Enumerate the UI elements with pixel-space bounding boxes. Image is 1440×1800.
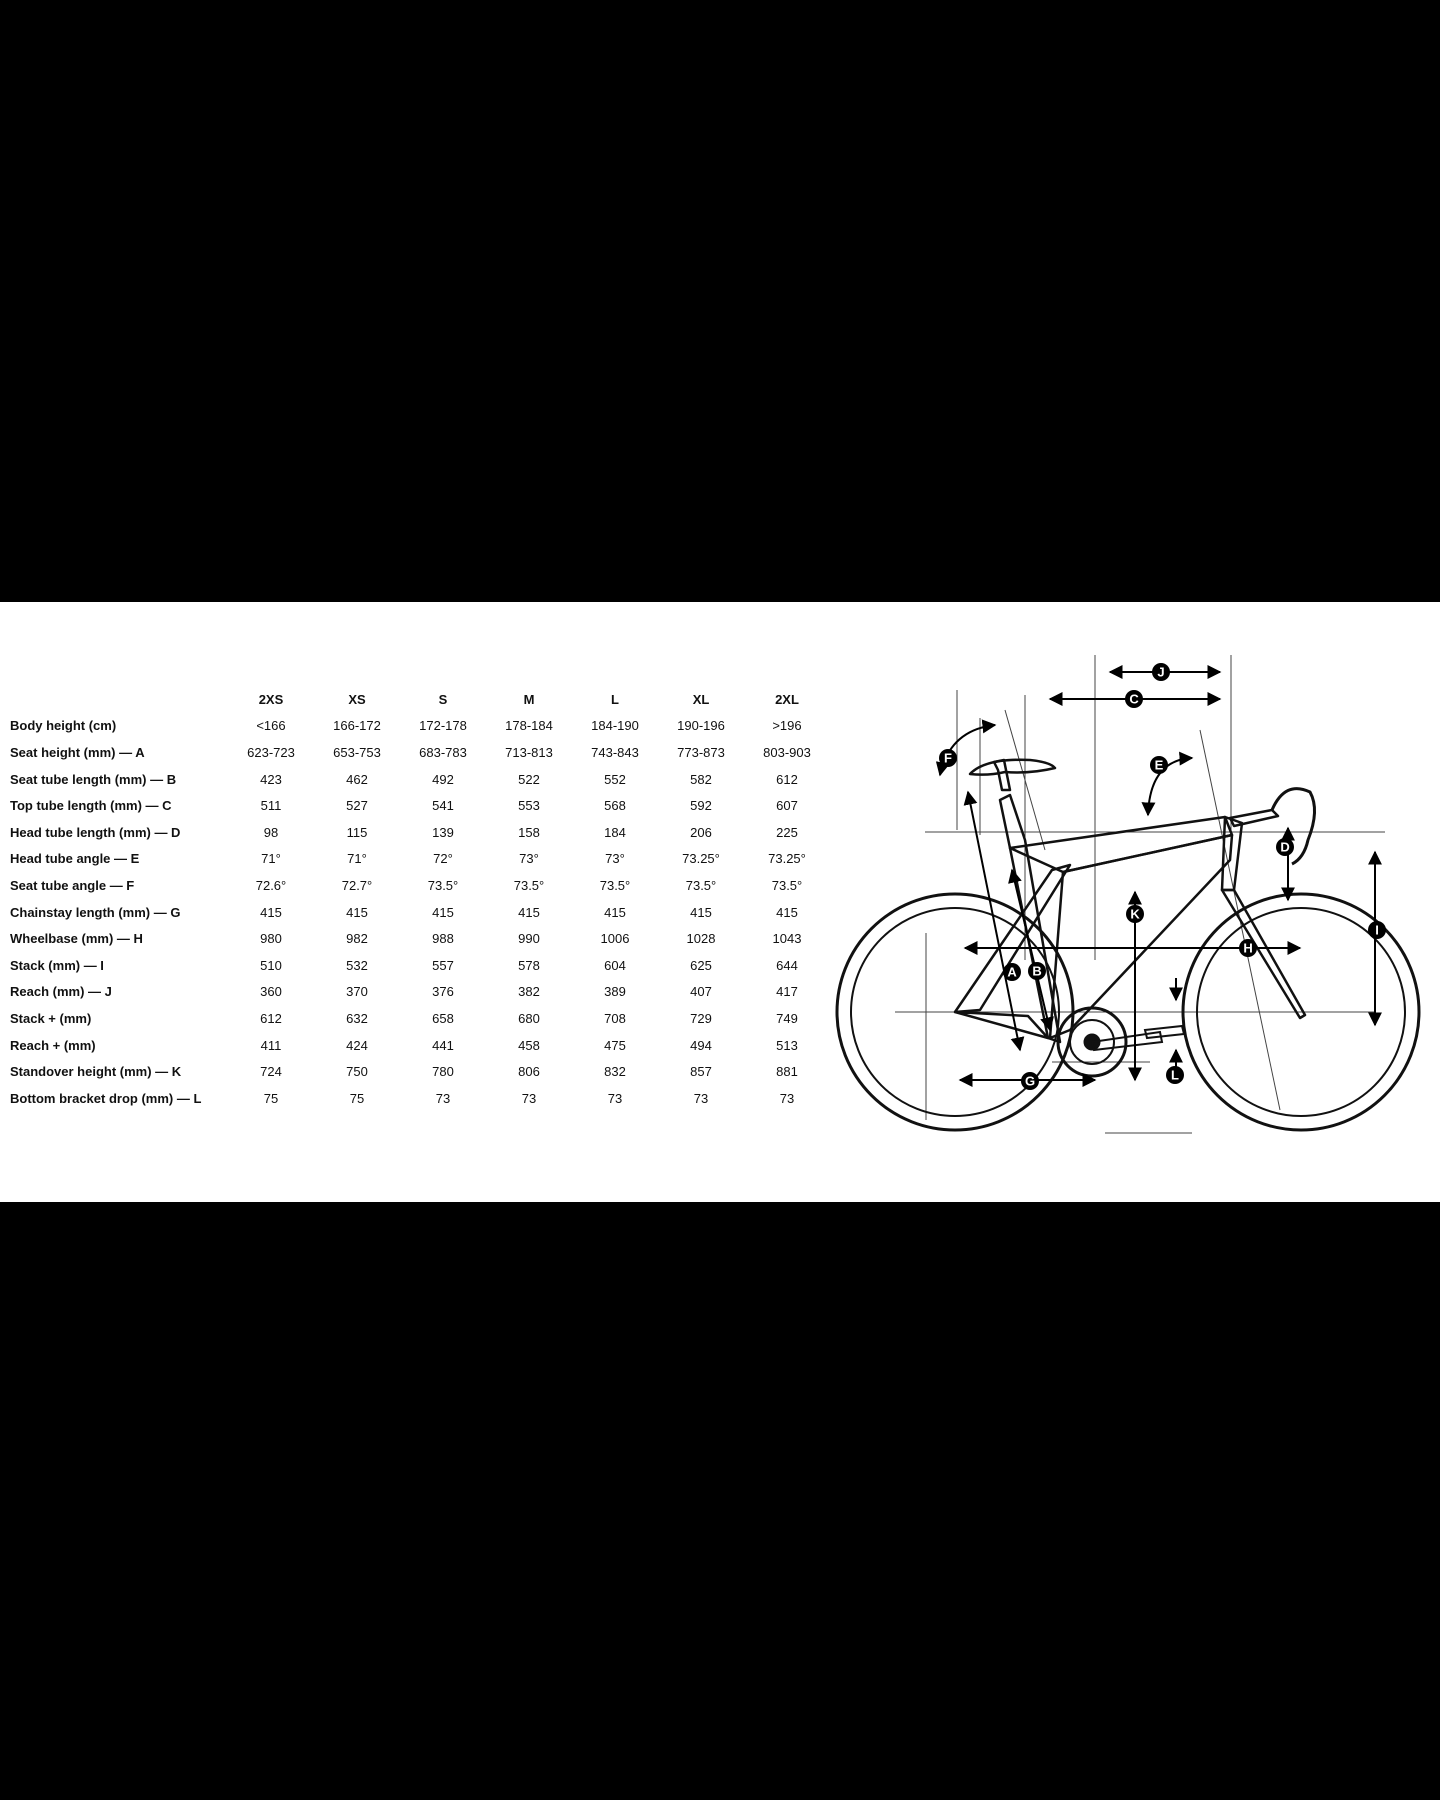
svg-text:D: D <box>1280 839 1290 855</box>
table-cell: 532 <box>346 957 368 973</box>
table-cell: 382 <box>518 984 540 1000</box>
svg-text:E: E <box>1154 757 1164 773</box>
marker-j <box>1152 663 1170 681</box>
table-cell: 773-873 <box>677 744 725 760</box>
table-cell: 72° <box>433 851 453 867</box>
table-cell: 458 <box>518 1037 540 1053</box>
table-cell: 415 <box>432 904 454 920</box>
table-cell: 360 <box>260 984 282 1000</box>
table-cell: 527 <box>346 798 368 814</box>
marker-i <box>1368 921 1386 939</box>
table-cell: 982 <box>346 931 368 947</box>
table-cell: 553 <box>518 798 540 814</box>
table-cell: 415 <box>690 904 712 920</box>
table-cell: 492 <box>432 771 454 787</box>
table-cell: 724 <box>260 1064 282 1080</box>
table-cell: 780 <box>432 1064 454 1080</box>
table-row <box>6 846 830 873</box>
table-cell: 73.25° <box>682 851 720 867</box>
table-cell: 980 <box>260 931 282 947</box>
row-label: Head tube angle — E <box>10 851 140 867</box>
table-cell: 389 <box>604 984 626 1000</box>
marker-c <box>1125 690 1143 708</box>
table-cell: 644 <box>776 957 798 973</box>
svg-text:A: A <box>1007 964 1017 980</box>
marker-a <box>1003 963 1021 981</box>
saddle <box>970 760 1055 775</box>
table-cell: 832 <box>604 1064 626 1080</box>
table-cell: 510 <box>260 957 282 973</box>
table-cell: 623-723 <box>247 744 295 760</box>
size-header: 2XL <box>775 691 799 707</box>
size-header: L <box>611 691 619 707</box>
table-cell: 743-843 <box>591 744 639 760</box>
marker-h <box>1239 939 1257 957</box>
table-cell: 541 <box>432 798 454 814</box>
table-cell: 441 <box>432 1037 454 1053</box>
size-header: XL <box>692 691 710 707</box>
table-cell: 71° <box>261 851 281 867</box>
table-row <box>6 713 830 740</box>
table-cell: 370 <box>346 984 368 1000</box>
marker-k <box>1126 905 1144 923</box>
svg-text:K: K <box>1130 906 1140 922</box>
table-cell: 1028 <box>686 931 716 947</box>
table-row <box>6 952 830 979</box>
table-cell: 172-178 <box>419 718 467 734</box>
table-cell: 708 <box>604 1010 626 1026</box>
table-cell: 72.6° <box>255 877 287 893</box>
table-cell: 376 <box>432 984 454 1000</box>
row-label: Wheelbase (mm) — H <box>10 931 143 947</box>
row-label: Reach + (mm) <box>10 1037 96 1053</box>
table-cell: 1006 <box>600 931 630 947</box>
table-row <box>6 792 830 819</box>
table-cell: 139 <box>432 824 454 840</box>
table-cell: 73.5° <box>685 877 717 893</box>
stem <box>1230 810 1278 826</box>
table-cell: 494 <box>690 1037 712 1053</box>
table-cell: 592 <box>690 798 712 814</box>
chainstay <box>955 1012 1048 1038</box>
table-cell: 511 <box>260 798 282 814</box>
svg-text:I: I <box>1375 922 1379 938</box>
size-header: 2XS <box>258 691 284 707</box>
table-row <box>6 925 830 952</box>
table-cell: <166 <box>256 718 286 734</box>
table-cell: 803-903 <box>763 744 811 760</box>
size-header: XS <box>348 691 366 707</box>
table-cell: 806 <box>518 1064 540 1080</box>
svg-text:L: L <box>1171 1067 1179 1083</box>
marker-d <box>1276 838 1294 856</box>
row-label: Bottom bracket drop (mm) — L <box>10 1090 202 1106</box>
table-cell: 75 <box>349 1090 365 1106</box>
table-cell: 557 <box>432 957 454 973</box>
table-cell: 552 <box>604 771 626 787</box>
table-cell: 158 <box>518 824 540 840</box>
table-cell: 190-196 <box>677 718 725 734</box>
table-cell: 73.5° <box>599 877 631 893</box>
table-cell: 73.5° <box>513 877 545 893</box>
table-cell: 990 <box>518 931 540 947</box>
table-cell: 1043 <box>772 931 802 947</box>
size-header-row <box>6 686 830 713</box>
table-cell: 713-813 <box>505 744 553 760</box>
table-cell: 568 <box>604 798 626 814</box>
table-cell: 184 <box>604 824 626 840</box>
table-row <box>6 739 830 766</box>
table-cell: 415 <box>346 904 368 920</box>
table-cell: 680 <box>518 1010 540 1026</box>
table-cell: 73 <box>435 1090 451 1106</box>
table-cell: 729 <box>690 1010 712 1026</box>
marker-g <box>1021 1072 1039 1090</box>
table-cell: 522 <box>518 771 540 787</box>
table-cell: 683-783 <box>419 744 467 760</box>
header-spacer <box>6 686 228 713</box>
table-cell: >196 <box>772 718 802 734</box>
table-cell: 612 <box>260 1010 282 1026</box>
table-cell: 73 <box>607 1090 623 1106</box>
table-cell: 73.25° <box>768 851 806 867</box>
table-cell: 625 <box>690 957 712 973</box>
table-cell: 73 <box>779 1090 795 1106</box>
bike-geometry-diagram <box>830 650 1432 1145</box>
table-cell: 166-172 <box>333 718 381 734</box>
row-label: Head tube length (mm) — D <box>10 824 181 840</box>
table-cell: 184-190 <box>591 718 639 734</box>
table-cell: 73 <box>693 1090 709 1106</box>
row-label: Chainstay length (mm) — G <box>10 904 181 920</box>
geometry-table-body <box>6 713 830 1112</box>
table-cell: 178-184 <box>505 718 553 734</box>
table-cell: 653-753 <box>333 744 381 760</box>
table-row <box>6 872 830 899</box>
geometry-table <box>6 686 830 1112</box>
row-label: Seat height (mm) — A <box>10 744 145 760</box>
table-cell: 115 <box>346 824 368 840</box>
table-cell: 582 <box>690 771 712 787</box>
table-cell: 857 <box>690 1064 712 1080</box>
row-label: Body height (cm) <box>10 718 117 734</box>
marker-f <box>939 749 957 767</box>
table-cell: 612 <box>776 771 798 787</box>
table-cell: 632 <box>346 1010 368 1026</box>
table-row <box>6 1085 830 1112</box>
table-cell: 71° <box>347 851 367 867</box>
table-cell: 415 <box>604 904 626 920</box>
svg-text:B: B <box>1032 963 1042 979</box>
table-row <box>6 979 830 1006</box>
size-header: M <box>523 691 535 707</box>
table-cell: 415 <box>776 904 798 920</box>
table-cell: 988 <box>432 931 454 947</box>
table-cell: 73° <box>519 851 539 867</box>
pedal <box>1145 1026 1184 1038</box>
svg-text:C: C <box>1129 691 1139 707</box>
down-tube <box>1050 835 1232 1038</box>
table-cell: 415 <box>260 904 282 920</box>
table-cell: 607 <box>776 798 798 814</box>
table-cell: 98 <box>263 824 279 840</box>
dimension-arrows <box>940 672 1375 1082</box>
row-label: Seat tube length (mm) — B <box>10 771 177 787</box>
table-cell: 881 <box>776 1064 798 1080</box>
table-cell: 462 <box>346 771 368 787</box>
marker-l <box>1166 1066 1184 1084</box>
table-cell: 225 <box>776 824 798 840</box>
table-row <box>6 1005 830 1032</box>
table-cell: 415 <box>518 904 540 920</box>
svg-text:H: H <box>1243 940 1253 956</box>
table-cell: 749 <box>776 1010 798 1026</box>
svg-text:G: G <box>1024 1073 1036 1089</box>
table-row <box>6 1032 830 1059</box>
table-cell: 578 <box>518 957 540 973</box>
table-cell: 513 <box>776 1037 798 1053</box>
table-cell: 417 <box>776 984 798 1000</box>
size-header: S <box>438 691 448 707</box>
table-cell: 73.5° <box>771 877 803 893</box>
crankset <box>1058 1008 1184 1076</box>
table-row <box>6 899 830 926</box>
table-cell: 475 <box>604 1037 626 1053</box>
row-label: Seat tube angle — F <box>10 877 135 893</box>
table-cell: 73.5° <box>427 877 459 893</box>
table-cell: 73 <box>521 1090 537 1106</box>
table-cell: 206 <box>690 824 712 840</box>
row-label: Standover height (mm) — K <box>10 1064 182 1080</box>
svg-text:F: F <box>944 750 952 766</box>
table-cell: 750 <box>346 1064 368 1080</box>
table-cell: 72.7° <box>341 877 373 893</box>
table-cell: 424 <box>346 1037 368 1053</box>
table-cell: 407 <box>690 984 712 1000</box>
marker-e <box>1150 756 1168 774</box>
row-label: Top tube length (mm) — C <box>10 798 172 814</box>
table-row <box>6 819 830 846</box>
table-row <box>6 1058 830 1085</box>
row-label: Reach (mm) — J <box>10 984 112 1000</box>
table-cell: 75 <box>263 1090 279 1106</box>
table-cell: 73° <box>605 851 625 867</box>
table-cell: 411 <box>260 1037 282 1053</box>
table-cell: 604 <box>604 957 626 973</box>
seatpost <box>994 760 1010 790</box>
marker-b <box>1028 962 1046 980</box>
table-row <box>6 766 830 793</box>
row-label: Stack (mm) — I <box>10 957 104 973</box>
table-cell: 423 <box>260 771 282 787</box>
head-tube <box>1222 817 1242 890</box>
svg-text:J: J <box>1157 664 1165 680</box>
row-label: Stack + (mm) <box>10 1010 92 1026</box>
table-cell: 658 <box>432 1010 454 1026</box>
